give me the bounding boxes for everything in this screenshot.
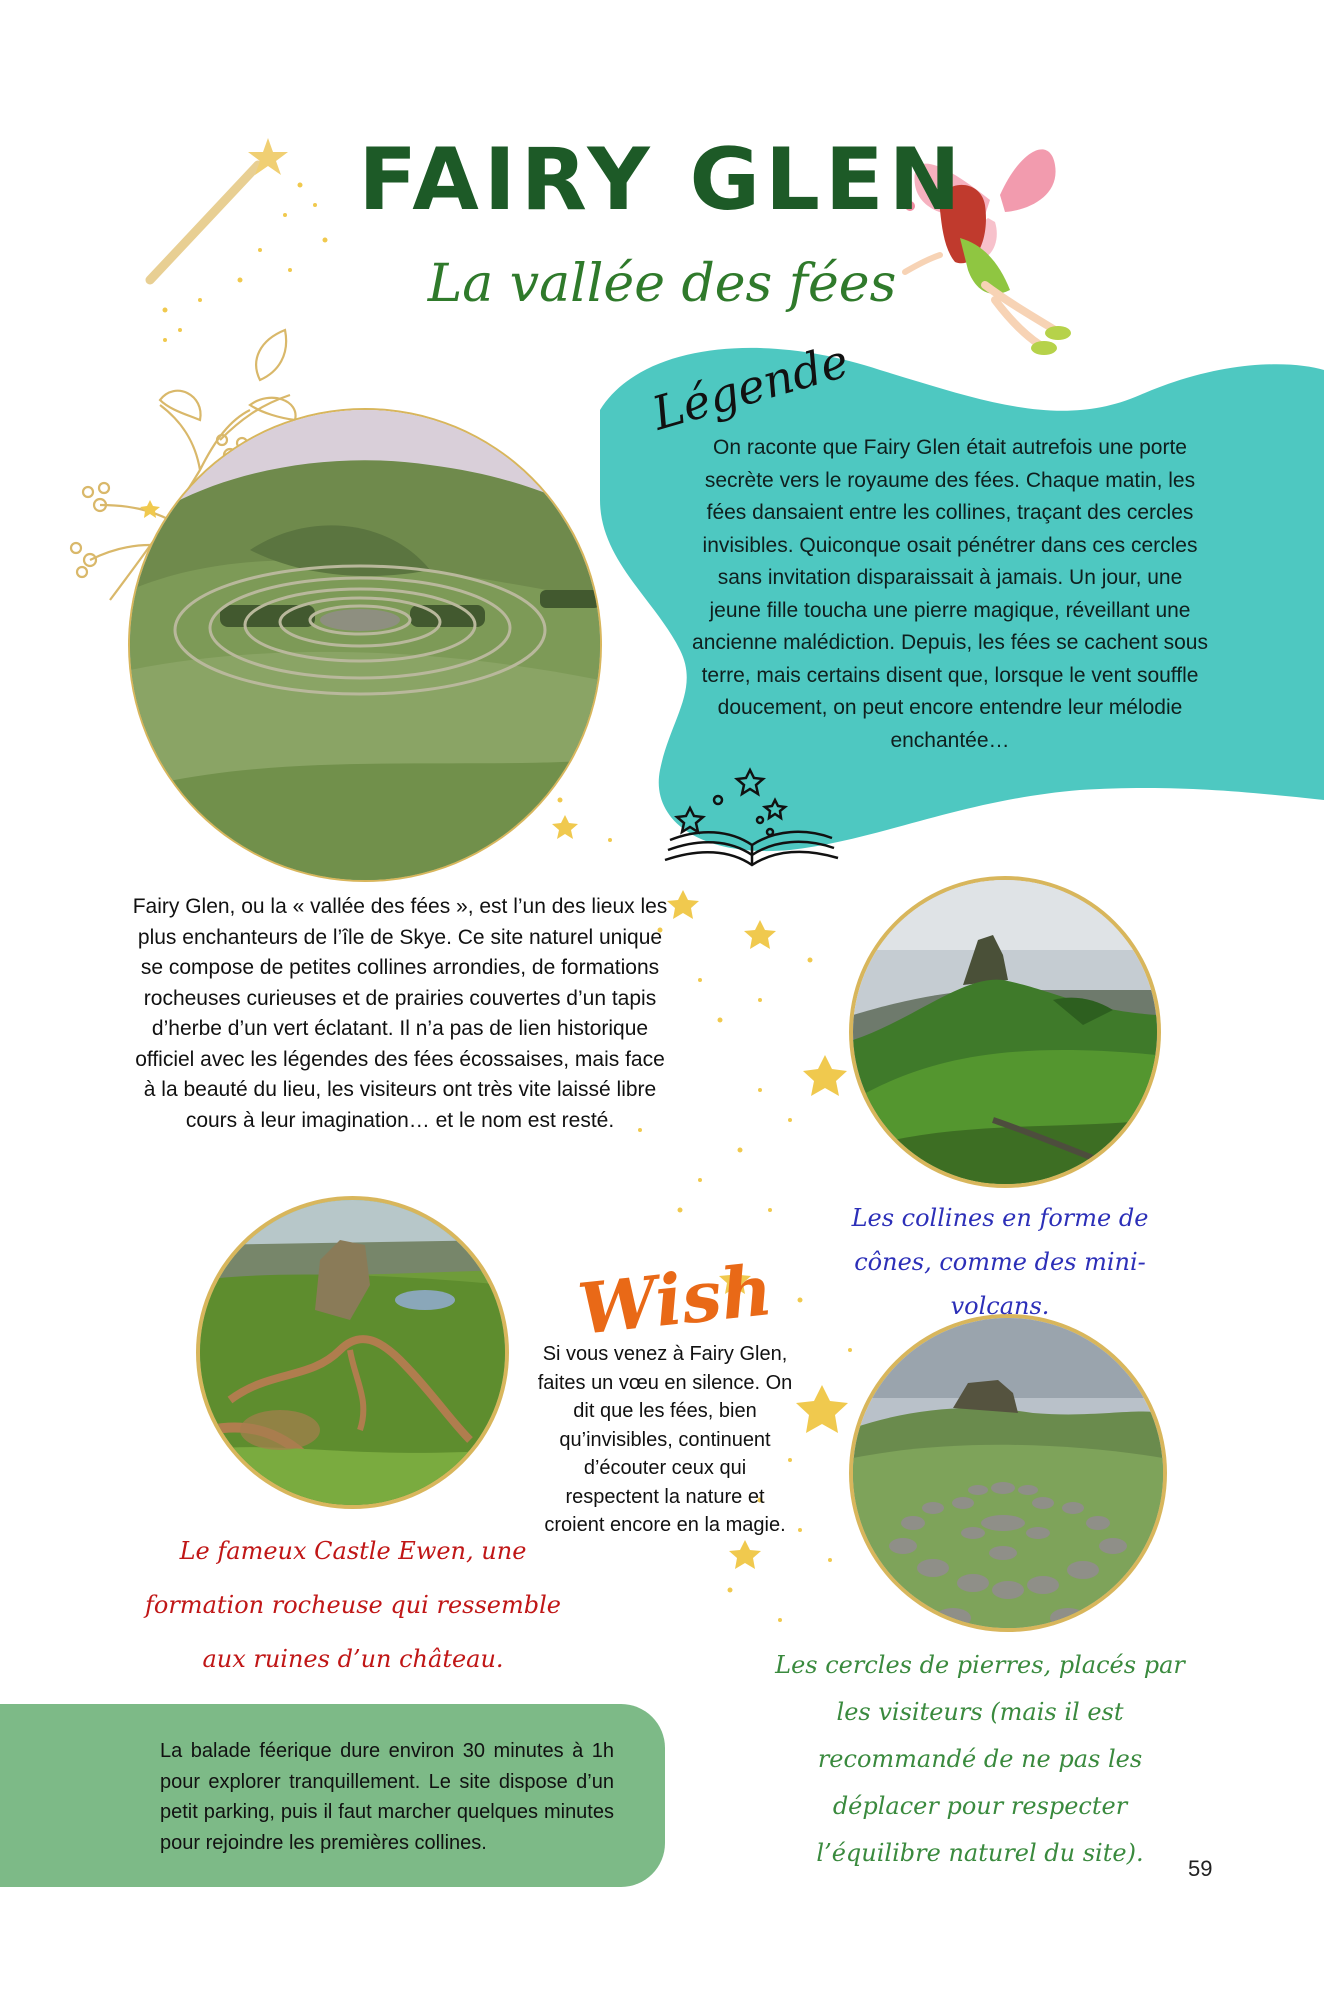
photo-cone-hills — [853, 880, 1157, 1184]
page-title: FAIRY GLEN — [358, 130, 966, 230]
page-number: 59 — [1188, 1856, 1213, 1881]
caption-stone-circles: Les cercles de pierres, placés par les visiteurs (mais il est recommandé de ne pas les déplacer pour respecter l’équilibre naturel du site). — [775, 1651, 1185, 1867]
wish-text: Si vous venez à Fairy Glen, faites un vœu en silence. On dit que les fées, bien qu’invisibles, continuent d’écouter ceux qui respectent la nature et croient encore en la magie. — [537, 1343, 793, 1536]
caption-cone-hills: Les collines en forme de cônes, comme des mini-volcans. — [851, 1204, 1149, 1320]
photo-castle-ewen — [200, 1200, 505, 1505]
intro-paragraph: Fairy Glen, ou la « vallée des fées », est l’un des lieux les plus enchanteurs de l’île de Skye. Ce site naturel unique se compose de petites collines arrondies, de formations rocheuses curieuses et de prairies couvertes d’un tapis d’herbe d’un vert éclatant. Il n’a pas de lien historique officiel avec les légendes des fées écossaises, mais face à la beauté du lieu, les visiteurs ont très vite laissé libre cours à leur imagination… et le nom est resté. — [132, 895, 668, 1132]
caption-castle-ewen: Le fameux Castle Ewen, une formation rocheuse qui ressemble aux ruines d’un château. — [145, 1537, 561, 1673]
legend-heading: Légende — [646, 333, 855, 441]
photo-stone-spiral — [130, 410, 600, 880]
legend-text: On raconte que Fairy Glen était autrefois une porte secrète vers le royaume des fées. Chaque matin, les fées dansaient entre les collines, traçant des cercles invisibles. Quiconque osait pénétrer dans ces cercles sans invitation disparaissait à jamais. Un jour, une jeune fille toucha une pierre magique, réveillant une ancienne malédiction. Depuis, les fées se cachent sous terre, mais certains disent que, lorsque le vent souffle doucement, on peut encore entendre leur mélodie enchantée… — [692, 436, 1208, 752]
wish-heading: Wish — [574, 1248, 777, 1351]
page-subtitle: La vallée des fées — [427, 254, 897, 314]
photo-stone-circles — [853, 1318, 1163, 1628]
info-text: La balade féerique dure environ 30 minutes à 1h pour explorer tranquillement. Le site dispose d’un petit parking, puis il faut marcher quelques minutes pour rejoindre les premières collines. — [160, 1740, 614, 1854]
